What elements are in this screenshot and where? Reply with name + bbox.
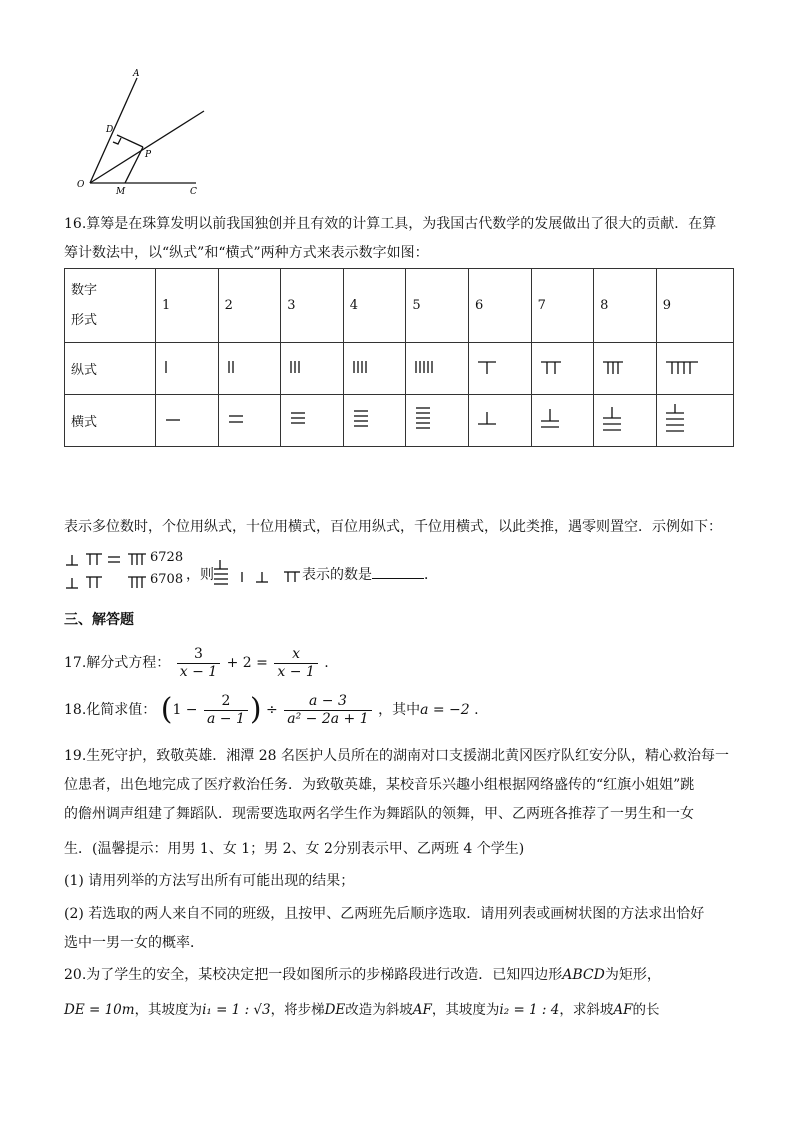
q20-line-1: 20.为了学生的安全，某校决定把一段如图所示的步梯路段进行改造．已知四边形ABCD为矩形， <box>64 967 661 983</box>
question-rods <box>212 558 302 586</box>
digit-cell: 8 <box>594 269 657 343</box>
rod-numeral-table <box>64 268 734 447</box>
label-m: M <box>116 187 126 197</box>
label-o: O <box>77 180 85 190</box>
q16-rule: 表示多位数时，个位用纵式，十位用横式，百位用纵式，千位用横式，以此类推，遇零则置空．示例如下： <box>64 519 722 535</box>
rod-v2 <box>225 357 255 377</box>
row-label-vertical: 纵式 <box>65 343 156 395</box>
angle-figure <box>70 62 220 197</box>
q19-line-2: 位患者，出色地完成了医疗救治任务．为致敬英雄，某校音乐兴趣小组根据网络盛传的“红旗小姐姐”跳 <box>64 777 695 793</box>
rod-v4 <box>350 357 380 377</box>
digit-cell: 9 <box>656 269 733 343</box>
rod-h3 <box>287 407 317 431</box>
q17-frac-1: $\frac{3}{x - 1}$ <box>177 646 220 681</box>
rod-v3 <box>287 357 317 377</box>
then-text: ，则 <box>186 567 214 583</box>
digit-cell: 1 <box>156 269 219 343</box>
digit-cell: 4 <box>343 269 406 343</box>
rod-v1 <box>162 357 192 377</box>
digit-cell: 2 <box>218 269 281 343</box>
q19-line-1: 19.生死守护，致敬英雄．湘潭 28 名医护人员所在的湖南对口支援湖北黄冈医疗队红安分队，精心救治每一 <box>64 748 729 764</box>
rod-h7 <box>538 406 568 432</box>
q16-line-1: 16.算筹是在珠算发明以前我国独创并且有效的计算工具，为我国古代数学的发展做出了很大的贡献．在算 <box>64 216 717 232</box>
example-value-2: 6708 <box>150 572 184 587</box>
digit-cell: 6 <box>468 269 531 343</box>
q17-frac-2: $\frac{x}{x - 1}$ <box>274 646 317 681</box>
q18-frac-1: $\frac{2}{a - 1}$ <box>204 693 248 728</box>
row-label-horizontal: 横式 <box>65 395 156 447</box>
digit-cell: 3 <box>281 269 344 343</box>
header-cell: 数字 形式 <box>65 269 156 343</box>
rod-h5 <box>412 405 442 433</box>
rod-v5 <box>412 357 442 377</box>
represent-line: 表示的数是 ． <box>302 564 438 584</box>
rod-h2 <box>225 407 255 431</box>
rod-h1 <box>162 407 192 431</box>
rod-v7 <box>538 357 568 377</box>
example-value-1: 6728 <box>150 550 184 565</box>
rod-v6 <box>475 357 505 377</box>
q17: 17.解分式方程： $\frac{3}{x - 1}$ + 2 = $\frac{x}{x - 1}$ . <box>64 645 329 680</box>
digit-cell: 7 <box>531 269 594 343</box>
q18: 18.化简求值： (1 − $\frac{2}{a - 1}$ ) ÷ $\frac{a - 3}{\text{a² − 2a + 1}}$ ，其中a = −2 . <box>64 692 479 727</box>
example-rods <box>64 548 154 592</box>
digit-cell: 5 <box>406 269 469 343</box>
rod-v9 <box>663 357 703 377</box>
label-p: P <box>145 150 152 160</box>
answer-blank[interactable] <box>372 564 424 579</box>
q20-line-2: DE = 10m，其坡度为i₁ = 1 : √3，将步梯DE改造为斜坡AF，其坡度为i₂ = 1 : 4，求斜坡AF的长 <box>64 1002 660 1018</box>
q19-part-1: (1) 请用列举的方法写出所有可能出现的结果； <box>64 873 355 889</box>
rod-v8 <box>600 357 630 377</box>
label-d: D <box>106 125 114 135</box>
q18-frac-2: $\frac{a - 3}{\text{a² − 2a + 1}}$ <box>284 693 371 728</box>
rod-h8 <box>600 405 630 433</box>
rod-h9 <box>663 402 693 436</box>
rod-h6 <box>475 407 505 431</box>
q19-line-4: 生．(温馨提示：用男 1、女 1；男 2、女 2分别表示甲、乙两班 4 个学生) <box>64 841 525 857</box>
rod-h4 <box>350 406 380 432</box>
section-title: 三、解答题 <box>64 612 134 628</box>
q16-line-2: 筹计数法中，以“纵式”和“横式”两种方式来表示数字如图： <box>64 245 429 261</box>
label-c: C <box>190 187 197 197</box>
label-a: A <box>133 69 140 79</box>
q19-part-2a: (2) 若选取的两人来自不同的班级，且按甲、乙两班先后顺序选取．请用列表或画树状图的方法求出恰好 <box>64 906 705 922</box>
q19-part-2b: 选中一男一女的概率． <box>64 935 204 951</box>
q19-line-3: 的儋州调声组建了舞蹈队．现需要选取两名学生作为舞蹈队的领舞，甲、乙两班各推荐了一男生和一女 <box>64 806 694 822</box>
